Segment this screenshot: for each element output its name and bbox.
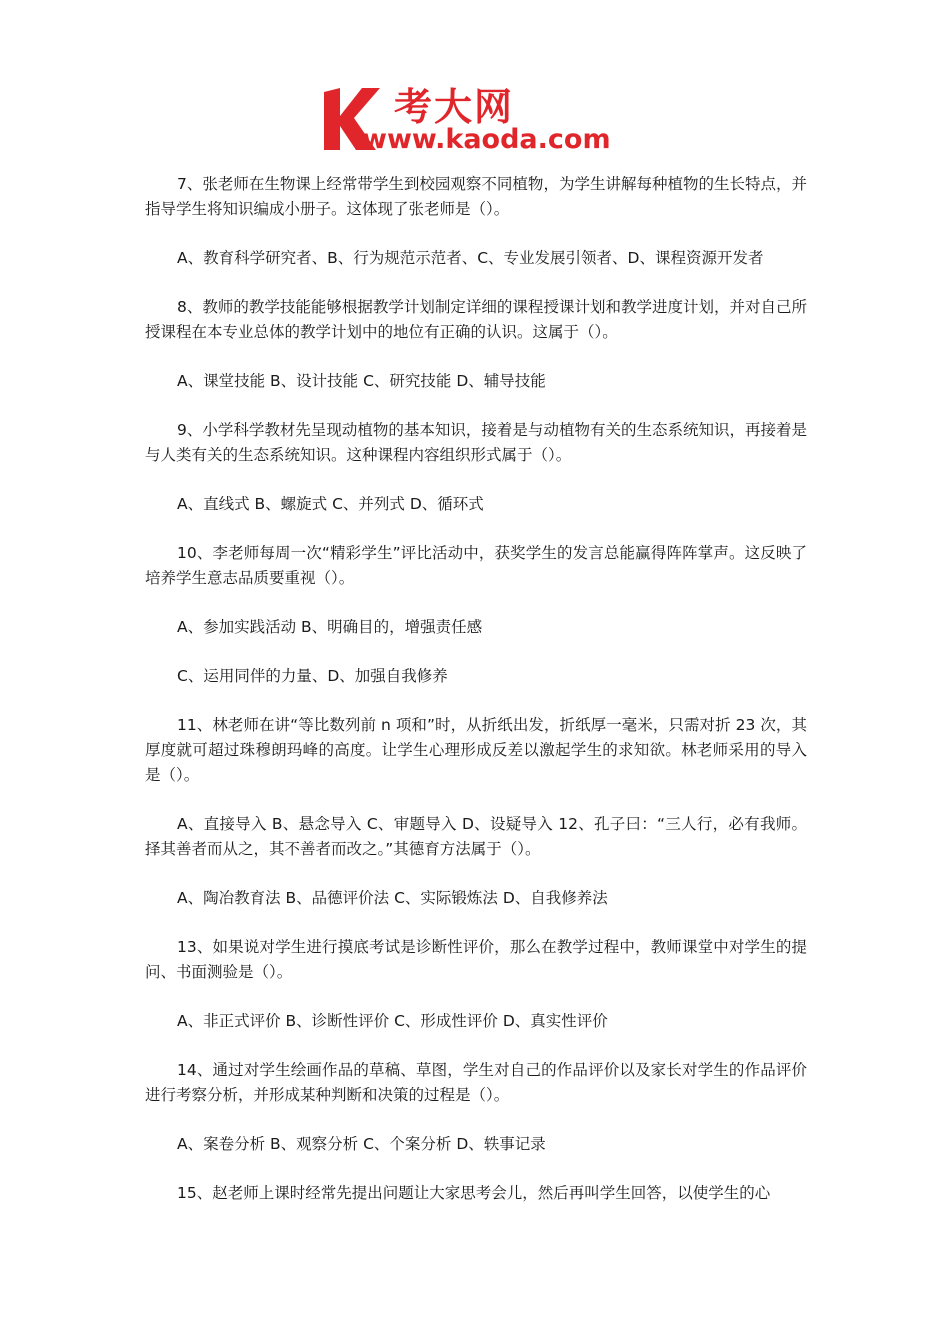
options-10-part1: A、参加实践活动 B、明确目的，增强责任感: [177, 618, 483, 636]
options-8: A、课堂技能 B、设计技能 C、研究技能 D、辅导技能: [177, 372, 546, 390]
question-10: 10、李老师每周一次“精彩学生”评比活动中，获奖学生的发言总能赢得阵阵掌声。这反映了培养学生意志品质要重视（）。: [145, 544, 807, 587]
options-11-question-12: A、直接导入 B、悬念导入 C、审题导入 D、设疑导入 12、孔子曰：“三人行，必有我师。择其善者而从之，其不善者而改之。”其德育方法属于（）。: [145, 815, 807, 858]
options-9: A、直线式 B、螺旋式 C、并列式 D、循环式: [177, 495, 484, 513]
options-13: A、非正式评价 B、诊断性评价 C、形成性评价 D、真实性评价: [177, 1012, 608, 1030]
question-11: 11、林老师在讲“等比数列前 n 项和”时，从折纸出发，折纸厚一毫米，只需对折 23 次，其厚度就可超过珠穆朗玛峰的高度。让学生心理形成反差以激起学生的求知欲。林老师采用的导入是（）。: [145, 716, 807, 784]
question-13: 13、如果说对学生进行摸底考试是诊断性评价，那么在教学过程中，教师课堂中对学生的提问、书面测验是（）。: [145, 938, 807, 981]
question-8: 8、教师的教学技能能够根据教学计划制定详细的课程授课计划和教学进度计划，并对自己所授课程在本专业总体的教学计划中的地位有正确的认识。这属于（）。: [145, 298, 807, 341]
options-10-part2: C、运用同伴的力量、D、加强自我修养: [177, 667, 448, 685]
document-body: [145, 172, 807, 1230]
question-7: 7、张老师在生物课上经常带学生到校园观察不同植物，为学生讲解每种植物的生长特点，并指导学生将知识编成小册子。这体现了张老师是（）。: [145, 175, 807, 218]
options-14: A、案卷分析 B、观察分析 C、个案分析 D、轶事记录: [177, 1135, 546, 1153]
brand-name: 考大网: [394, 85, 515, 129]
question-15: 15、赵老师上课时经常先提出问题让大家思考会儿，然后再叫学生回答，以使学生的心: [177, 1184, 771, 1202]
options-12: A、陶冶教育法 B、品德评价法 C、实际锻炼法 D、自我修养法: [177, 889, 608, 907]
brand-url: www.kaoda.com: [362, 124, 611, 155]
kaoda-logo: [318, 82, 638, 162]
question-14: 14、通过对学生绘画作品的草稿、草图，学生对自己的作品评价以及家长对学生的作品评价进行考察分析，并形成某种判断和决策的过程是（）。: [145, 1061, 807, 1104]
question-9: 9、小学科学教材先呈现动植物的基本知识，接着是与动植物有关的生态系统知识，再接着是与人类有关的生态系统知识。这种课程内容组织形式属于（）。: [145, 421, 807, 464]
options-7: A、教育科学研究者、B、行为规范示范者、C、专业发展引领者、D、课程资源开发者: [177, 249, 764, 267]
